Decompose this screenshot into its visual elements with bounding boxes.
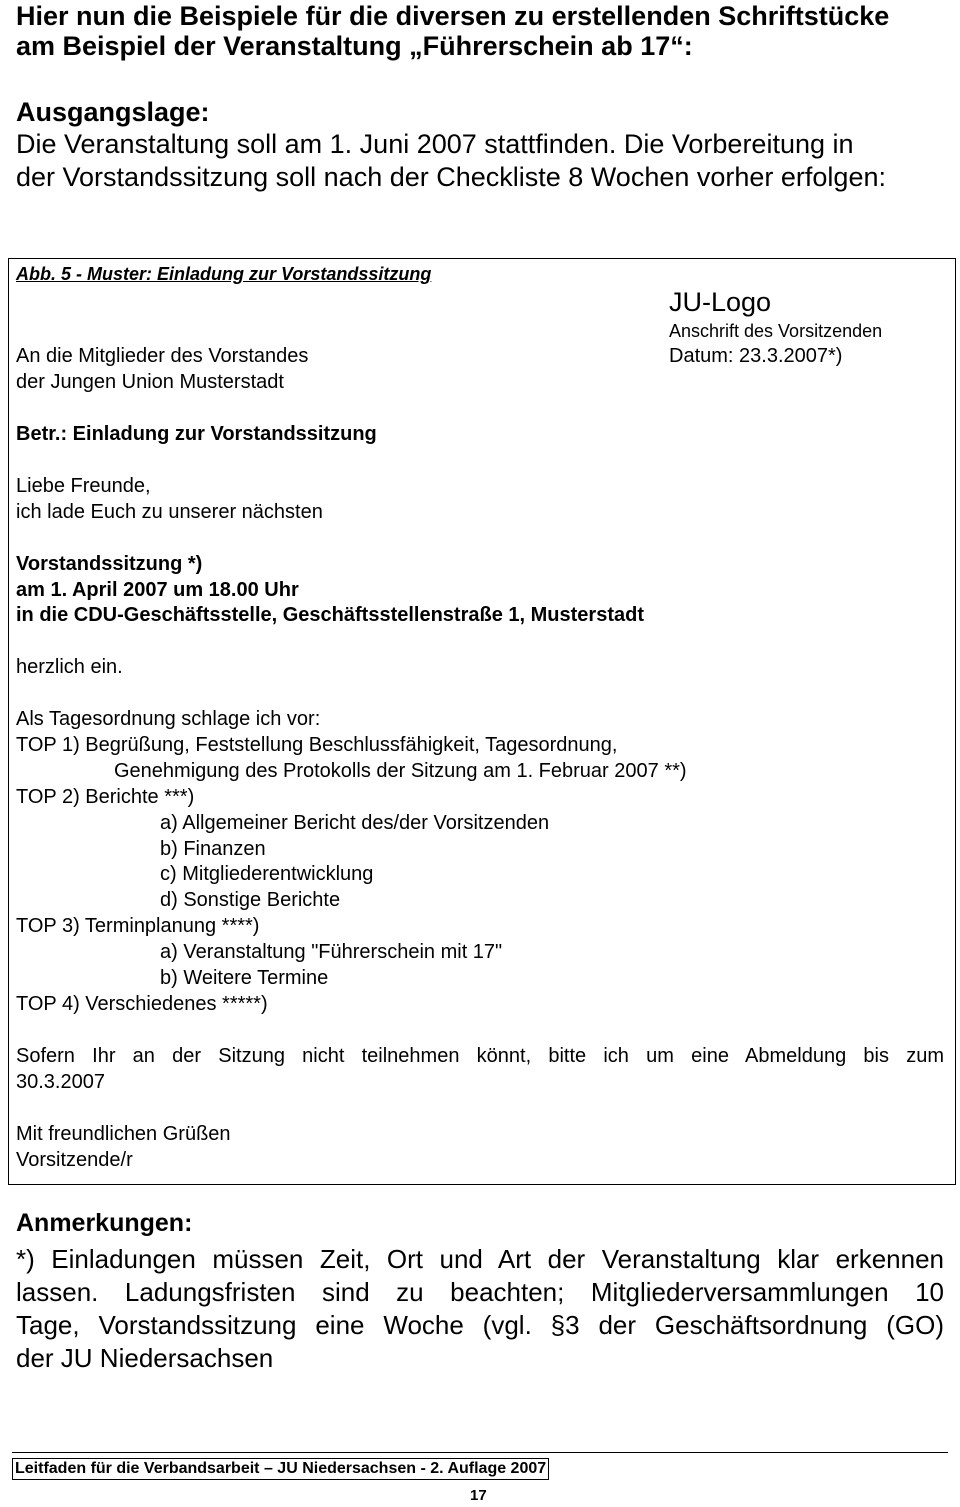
recipient-line1: An die Mitglieder des Vorstandes bbox=[16, 345, 309, 367]
intro-text-line2: der Vorstandssitzung soll nach der Checkliste 8 Wochen vorher erfolgen: bbox=[16, 162, 886, 192]
greeting: Liebe Freunde, bbox=[16, 475, 151, 497]
event-line3: in die CDU-Geschäftsstelle, Geschäftsstellenstraße 1, Musterstadt bbox=[16, 604, 644, 626]
notes-line1: *) Einladungen müssen Zeit, Ort und Art der Veranstaltung klar erkennen bbox=[16, 1244, 944, 1274]
agenda-top2: TOP 2) Berichte ***) bbox=[16, 786, 195, 808]
notes-line4: der JU Niedersachsen bbox=[16, 1343, 274, 1373]
signature: Vorsitzende/r bbox=[16, 1149, 133, 1171]
agenda-intro: Als Tagesordnung schlage ich vor: bbox=[16, 708, 321, 730]
letter-date: Datum: 23.3.2007*) bbox=[669, 345, 843, 367]
agenda-top3: TOP 3) Terminplanung ****) bbox=[16, 915, 260, 937]
intro-title-line1: Hier nun die Beispiele für die diversen zu erstellenden Schriftstücke bbox=[16, 1, 890, 31]
agenda-top1-cont: Genehmigung des Protokolls der Sitzung am 1. Februar 2007 **) bbox=[114, 760, 687, 782]
recipient-line2: der Jungen Union Musterstadt bbox=[16, 371, 284, 393]
agenda-top4: TOP 4) Verschiedenes *****) bbox=[16, 993, 268, 1015]
ausgangslage-label: Ausgangslage: bbox=[16, 97, 210, 127]
page-number: 17 bbox=[470, 1487, 487, 1504]
agenda-top2-b: b) Finanzen bbox=[160, 838, 266, 860]
sender-address: Anschrift des Vorsitzenden bbox=[669, 321, 883, 341]
footer-rule bbox=[12, 1452, 948, 1453]
subject-prefix: Betr. bbox=[16, 423, 61, 445]
footer-text: Leitfaden für die Verbandsarbeit – JU Niedersachsen - 2. Auflage 2007 bbox=[12, 1458, 549, 1480]
agenda-top2-c: c) Mitgliederentwicklung bbox=[160, 863, 374, 885]
event-line2: am 1. April 2007 um 18.00 Uhr bbox=[16, 579, 299, 601]
agenda-top3-a: a) Veranstaltung "Führerschein mit 17" bbox=[160, 941, 503, 963]
intro-title-line2: am Beispiel der Veranstaltung „Führerschein ab 17“: bbox=[16, 31, 693, 61]
invite-line: ich lade Euch zu unserer nächsten bbox=[16, 501, 323, 523]
notes-line3: Tage, Vorstandssitzung eine Woche (vgl. §3 der Geschäftsordnung (GO) bbox=[16, 1310, 944, 1340]
closing: Mit freundlichen Grüßen bbox=[16, 1123, 231, 1145]
agenda-top1: TOP 1) Begrüßung, Feststellung Beschlussfähigkeit, Tagesordnung, bbox=[16, 734, 618, 756]
figure-caption: Abb. 5 - Muster: Einladung zur Vorstandssitzung bbox=[16, 264, 432, 284]
agenda-top3-b: b) Weitere Termine bbox=[160, 967, 329, 989]
subject-line bbox=[16, 422, 377, 446]
intro-text-line1: Die Veranstaltung soll am 1. Juni 2007 stattfinden. Die Vorbereitung in bbox=[16, 129, 854, 159]
herzlich-ein: herzlich ein. bbox=[16, 656, 123, 678]
ju-logo-placeholder: JU-Logo bbox=[669, 287, 772, 317]
notes-line2: lassen. Ladungsfristen sind zu beachten; Mitgliederversammlungen 10 bbox=[16, 1277, 944, 1307]
agenda-top2-d: d) Sonstige Berichte bbox=[160, 889, 341, 911]
subject-text: : Einladung zur Vorstandssitzung bbox=[60, 423, 377, 445]
agenda-top2-a: a) Allgemeiner Bericht des/der Vorsitzenden bbox=[160, 812, 550, 834]
absence-line2: 30.3.2007 bbox=[16, 1071, 105, 1093]
absence-line1: Sofern Ihr an der Sitzung nicht teilnehmen könnt, bitte ich um eine Abmeldung bis zum bbox=[16, 1045, 944, 1067]
notes-heading: Anmerkungen: bbox=[16, 1209, 193, 1237]
event-line1: Vorstandssitzung *) bbox=[16, 553, 203, 575]
